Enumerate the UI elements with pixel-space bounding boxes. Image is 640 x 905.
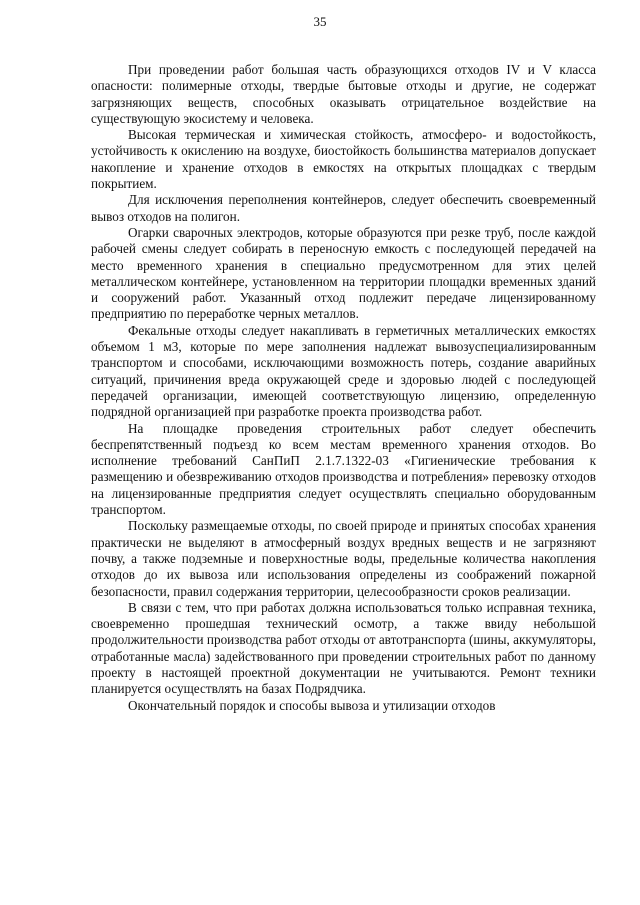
- paragraph: Огарки сварочных электродов, которые образуются при резке труб, после каждой рабочей смены следует собирать в переносную емкость с последующей передачей на место временного хранения в специально предусмотренном для этих целей металлическом контейнере, установленном на территории площадки временных зданий и сооружений работ. Указанный отход подлежит передаче лицензированному предприятию по переработке черных металлов.: [91, 224, 596, 322]
- paragraph: При проведении работ большая часть образующихся отходов IV и V класса опасности: полимерные отходы, твердые бытовые отходы и другие, не содержат загрязняющих веществ, способных оказывать отрицательное воздействие на существующую экосистему и человека.: [91, 62, 596, 126]
- paragraph: В связи с тем, что при работах должна использоваться только исправная техника, своевременно прошедшая технический осмотр, а также ввиду небольшой продолжительности производства работ отходы от автотранспорта (шины, аккумуляторы, отработанные масла) задействованного при проведении строительных работ по данному проекту в настоящей проектной документации не учитываются. Ремонт техники планируется осуществлять на базах Подрядчика.: [91, 599, 596, 697]
- page-number: 35: [313, 14, 327, 29]
- body-text: [91, 62, 596, 714]
- paragraph: Для исключения переполнения контейнеров, следует обеспечить своевременный вывоз отходов на полигон.: [91, 192, 596, 224]
- paragraph: Окончательный порядок и способы вывоза и утилизации отходов: [128, 697, 496, 713]
- paragraph: На площадке проведения строительных работ следует обеспечить беспрепятственный подъезд ко всем местам временного хранения отходов. Во исполнение требований СанПиП 2.1.7.1322-03 «Гигиенические требования к размещению и обезвреживанию отходов производства и потребления» перевозку отходов на лицензированные предприятия следует осуществлять специально оборудованным транспортом.: [91, 420, 596, 518]
- paragraph: Фекальные отходы следует накапливать в герметичных металлических емкостях объемом 1 м3, которые по мере заполнения надлежат вывозуспециализированным транспортом и способами, исключающими возможность потерь, создание аварийных ситуаций, причинения вреда окружающей среде и здоровью людей с последующей передачей организации, имеющей соответствующую лицензию, определенную подрядной организацией при разработке проекта производства работ.: [91, 322, 596, 420]
- paragraph: Поскольку размещаемые отходы, по своей природе и принятых способах хранения практически не выделяют в атмосферный воздух вредных веществ и не загрязняют почву, а также подземные и поверхностные воды, предельные количества накопления отходов до их вывоза или использования определены из соображений пожарной безопасности, правил содержания территории, целесообразности сроков реализации.: [91, 518, 596, 599]
- paragraph: Высокая термическая и химическая стойкость, атмосферо- и водостойкость, устойчивость к окислению на воздухе, биостойкость большинства материалов допускает накопление и хранение отходов в емкостях на открытых площадках с твердым покрытием.: [91, 127, 596, 192]
